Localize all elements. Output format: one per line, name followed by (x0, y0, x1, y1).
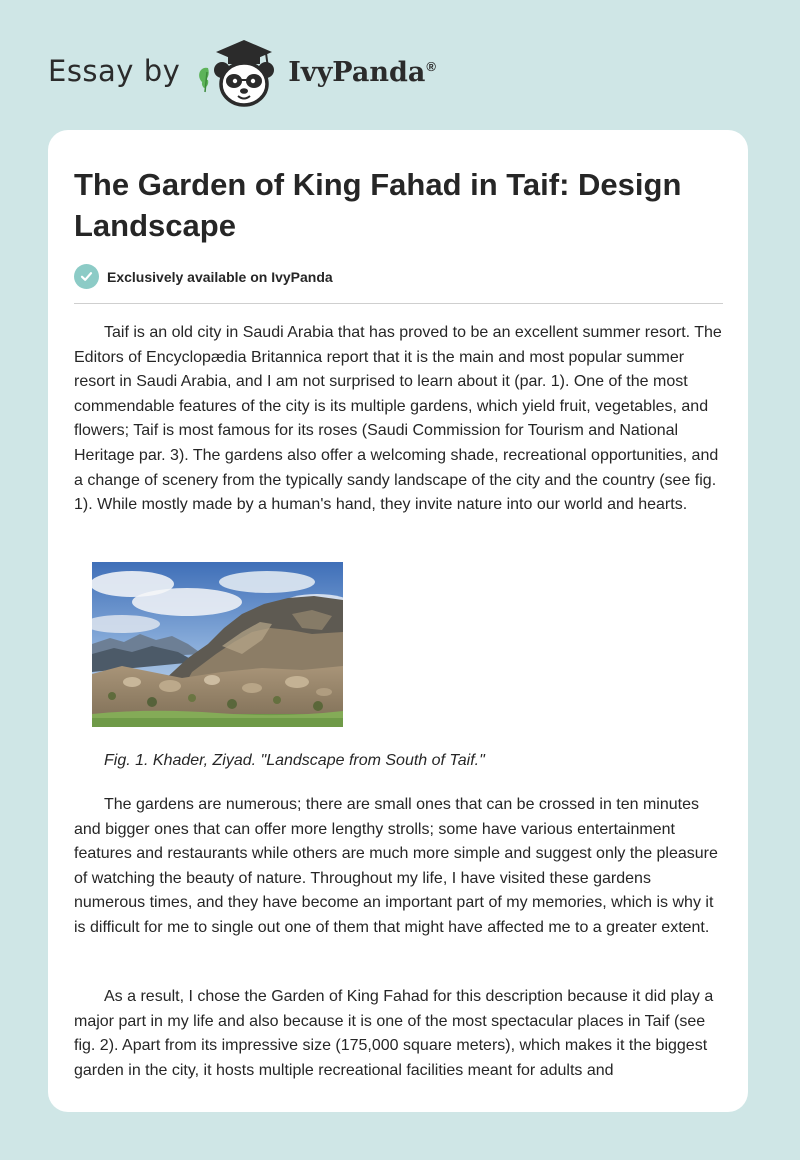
taif-landscape-image (92, 562, 343, 727)
essay-card (48, 130, 748, 1112)
essay-paragraph-3: As a result, I chose the Garden of King Fahad for this description because it did play a major part in my life and also because it is one of the most spectacular places in Taif (see fig. 2). Apart from its impressive size (175,000 square meters), which makes it the biggest garden in the city, it hosts multiple recreational facilities meant for adults and (74, 988, 714, 1079)
exclusive-badge-label: Exclusively available on IvyPanda (107, 268, 333, 285)
essay-paragraph-1: Taif is an old city in Saudi Arabia that has proved to be an excellent summer resort. The Editors of Encyclopædia Britannica report that it is the main and most popular summer resort in Saudi Arabia, and I am not surprised to learn about it (par. 1). One of the most commendable features of the city is its multiple gardens, which yield fruit, vegetables, and flowers; Taif is most famous for its roses (Saudi Commission for Tourism and National Heritage par. 3). The gardens also offer a welcoming shade, recreational opportunities, and a change of scenery from the typically sandy landscape of the city and the country (see fig. 1). While mostly made by a human's hand, they invite nature into our world and hearts. (74, 324, 722, 514)
essay-paragraph-2: The gardens are numerous; there are small ones that can be crossed in ten minutes and bigger ones that can offer more lengthy strolls; some have various entertainment features and restaurants while others are much more simple and suggest only the pleasure of watching the beauty of nature. Throughout my life, I have visited these gardens numerous times, and they have become an important part of my memories, which is why it is difficult for me to single out one of them that might have affected me to a greater extent. (74, 796, 718, 936)
figure-caption: Fig. 1. Khader, Ziyad. "Landscape from South of Taif." (104, 752, 485, 769)
title-divider (74, 303, 723, 304)
registered-mark: ® (426, 58, 436, 74)
site-header (48, 36, 436, 108)
exclusive-badge (74, 264, 333, 289)
check-icon (74, 264, 99, 289)
brand-name: IvyPanda® (288, 56, 436, 88)
essay-title: The Garden of King Fahad in Taif: Design Landscape (74, 167, 682, 243)
panda-graduate-icon (194, 36, 286, 108)
essay-by-label: Essay by (48, 54, 181, 88)
